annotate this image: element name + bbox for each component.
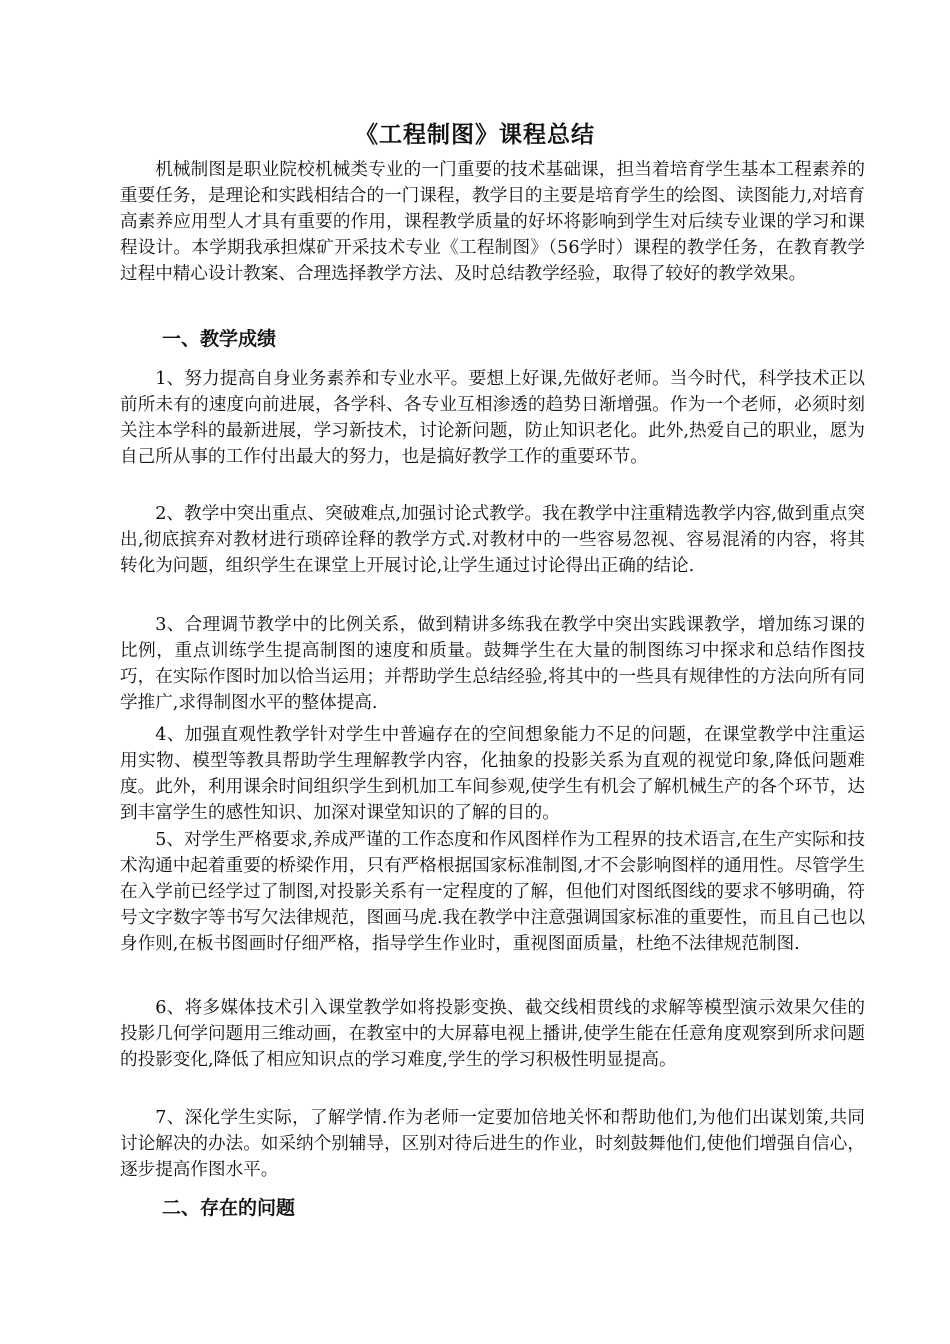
list-item: 4、加强直观性教学针对学生中普遍存在的空间想象能力不足的问题，在课堂教学中注重运用实物、模型等教具帮助学生理解教学内容，化抽象的投影关系为直观的视觉印象,降低问题难度。此外，利用课余时间组织学生到机加工车间参观,使学生有机会了解机械生产的各个环节，达到丰富学生的感性知识、加深对课堂知识的了解的目的。 <box>120 725 865 823</box>
intro-paragraph: 机械制图是职业院校机械类专业的一门重要的技术基础课，担当着培育学生基本工程素养的重要任务，是理论和实践相结合的一门课程，教学目的主要是培育学生的绘图、读图能力,对培育高素养应用型人才具有重要的作用，课程教学质量的好坏将影响到学生对后续专业课的学习和课程设计。本学期我承担煤矿开采技术专业《工程制图》（56学时）课程的教学任务，在教育教学过程中精心设计教案、合理选择教学方法、及时总结教学经验，取得了较好的教学效果。 <box>120 160 865 284</box>
list-item: 5、对学生严格要求,养成严谨的工作态度和作风图样作为工程界的技术语言,在生产实际和技术沟通中起着重要的桥梁作用，只有严格根据国家标准制图,才不会影响图样的通用性。尽管学生在入学前已经学过了制图,对投影关系有一定程度的了解，但他们对图纸图线的要求不够明确，符号文字数字等书写欠法律规范，图画马虎.我在教学中注意强调国家标准的重要性，而且自己也以身作则,在板书图画时仔细严格，指导学生作业时，重视图面质量，杜绝不法律规范制图. <box>120 830 865 954</box>
section-heading-teaching-results: 一、教学成绩 <box>162 328 277 350</box>
list-item: 2、教学中突出重点、突破难点,加强讨论式教学。我在教学中注重精选教学内容,做到重点突出,彻底摈弃对教材进行琐碎诠释的教学方式.对教材中的一些容易忽视、容易混淆的内容，将其转化为问题，组织学生在课堂上开展讨论,让学生通过讨论得出正确的结论. <box>120 504 865 576</box>
list-item: 1、努力提高自身业务素养和专业水平。要想上好课,先做好老师。当今时代，科学技术正以前所未有的速度向前进展，各学科、各专业互相渗透的趋势日渐增强。作为一个老师，必须时刻关注本学科的最新进展，学习新技术，讨论新问题，防止知识老化。此外,热爱自己的职业，愿为自己所从事的工作付出最大的努力，也是搞好教学工作的重要环节。 <box>120 369 865 467</box>
list-item: 6、将多媒体技术引入课堂教学如将投影变换、截交线相贯线的求解等模型演示效果欠佳的投影几何学问题用三维动画，在教室中的大屏幕电视上播讲,使学生能在任意角度观察到所求问题的投影变化,降低了相应知识点的学习难度,学生的学习积极性明显提高。 <box>120 998 865 1070</box>
section-heading-existing-problems: 二、存在的问题 <box>162 1197 296 1219</box>
list-item: 7、深化学生实际，了解学情.作为老师一定要加倍地关怀和帮助他们,为他们出谋划策,共同讨论解决的办法。如采纳个别辅导，区别对待后进生的作业，时刻鼓舞他们,使他们增强自信心，逐步提高作图水平。 <box>120 1108 865 1180</box>
document-title: 《工程制图》课程总结 <box>355 121 595 148</box>
list-item: 3、合理调节教学中的比例关系，做到精讲多练我在教学中突出实践课教学，增加练习课的比例，重点训练学生提高制图的速度和质量。鼓舞学生在大量的制图练习中探求和总结作图技巧，在实际作图时加以恰当运用；并帮助学生总结经验,将其中的一些具有规律性的方法向所有同学推广,求得制图水平的整体提高. <box>120 615 865 713</box>
